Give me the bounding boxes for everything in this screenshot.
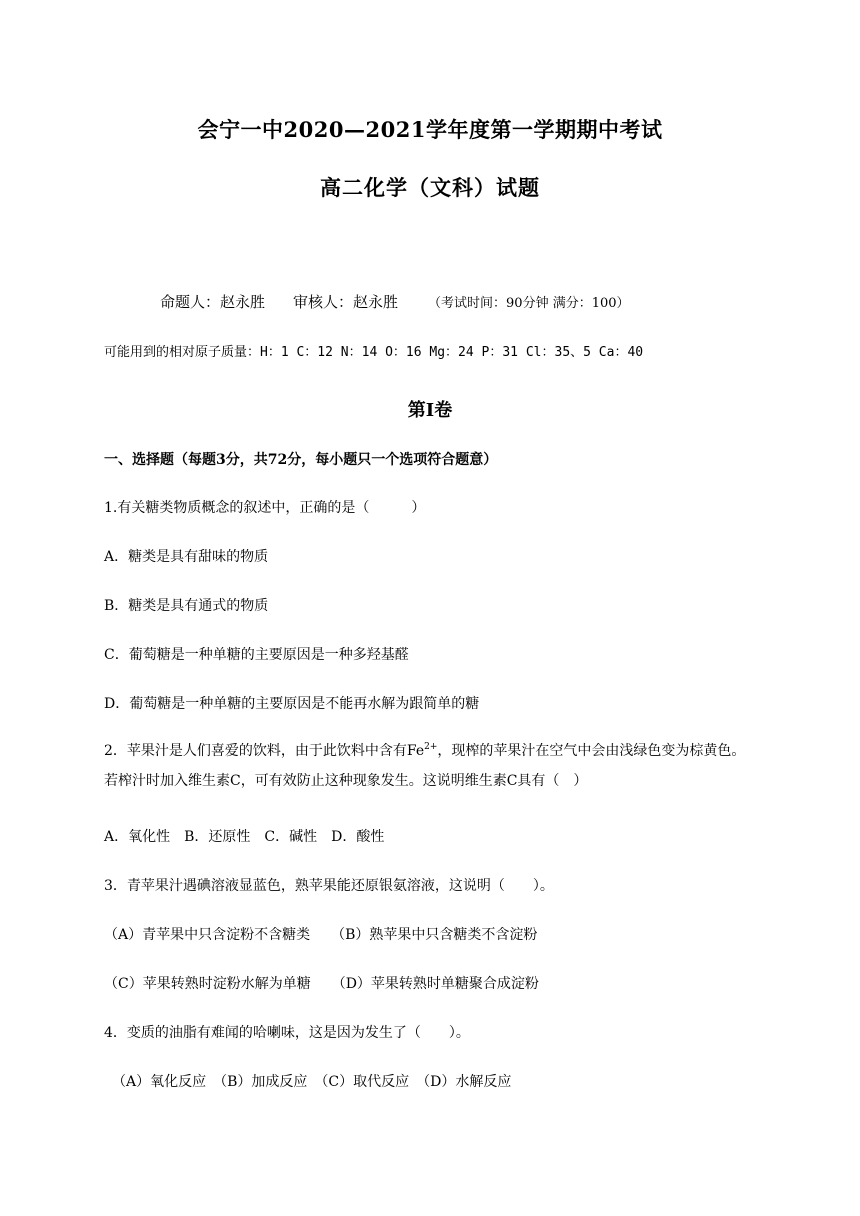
question-1-stem: 1.有关糖类物质概念的叙述中，正确的是（ ） [104,500,426,516]
atomic-masses: 可能用到的相对原子质量：H：1 C：12 N：14 O：16 Mg：24 P：31 Cl：35、5 Ca：40 [104,345,644,360]
question-1-option-d: D．葡萄糖是一种单糖的主要原因是不能再水解为跟简单的糖 [104,696,480,712]
volume-title: 第Ⅰ卷 [407,400,453,421]
question-2-stem-part1: 2．苹果汁是人们喜爱的饮料，由于此饮料中含有Fe [104,743,425,759]
question-1-option-c: C．葡萄糖是一种单糖的主要原因是一种多羟基醛 [104,647,409,663]
question-3-options-row2: （C）苹果转熟时淀粉水解为单糖 （D）苹果转熟时单糖聚合成淀粉 [104,976,539,992]
fe-charge-superscript: 2+ [424,742,438,752]
question-2-stem [104,736,759,796]
exam-meta [160,291,630,312]
question-2-stem-part2: ，现榨的苹果汁在空气中会由浅绿色变为棕黄色。若榨汁时加入维生素C，可有效防止这种现象发生。这说明维生素C具有（ ） [104,743,746,789]
question-3-stem: 3．青苹果汁遇碘溶液显蓝色，熟苹果能还原银氨溶液，这说明（ ）。 [104,878,554,894]
exam-subtitle: 高二化学（文科）试题 [320,175,540,200]
question-1-option-a: A．糖类是具有甜味的物质 [104,549,269,565]
exam-info-text: （考试时间：90分钟 满分：100） [428,296,630,311]
question-1-option-b: B．糖类是具有通式的物质 [104,598,269,614]
question-3-options-row1: （A）青苹果中只含淀粉不含糖类 （B）熟苹果中只含糖类不含淀粉 [104,927,538,943]
question-4-stem: 4．变质的油脂有难闻的哈喇味，这是因为发生了（ ）。 [104,1025,470,1041]
section-title: 一、选择题（每题3分，共72分，每小题只一个选项符合题意） [104,452,498,468]
question-4-options: （A）氧化反应 （B）加成反应 （C）取代反应 （D）水解反应 [112,1074,512,1090]
reviewer-text: 审核人：赵永胜 [293,293,399,311]
question-2-options: A．氧化性 B．还原性 C．碱性 D．酸性 [104,829,385,845]
exam-title: 会宁一中2020—2021学年度第一学期期中考试 [197,117,663,142]
author-text: 命题人：赵永胜 [160,293,266,311]
